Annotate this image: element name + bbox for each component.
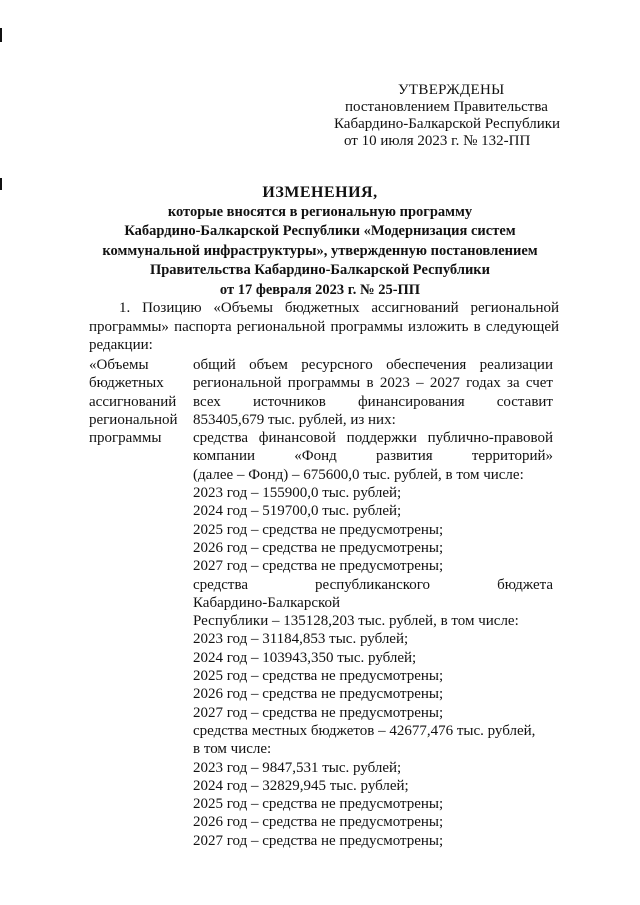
- position-label-line: региональной: [89, 411, 178, 428]
- funding-line: 2027 год – средства не предусмотрены;: [193, 704, 444, 721]
- scan-edge-mark-top: [0, 28, 2, 42]
- funding-line: средства республиканского бюджета: [193, 576, 553, 593]
- approval-line: от 10 июля 2023 г. № 132-ПП: [344, 133, 531, 149]
- paragraph-line: программы» паспорта региональной программы изложить в следующей: [89, 318, 559, 335]
- funding-line: 2025 год – средства не предусмотрены;: [193, 521, 444, 538]
- heading-line: коммунальной инфраструктуры», утвержденную постановлением: [102, 242, 538, 259]
- approval-line: постановлением Правительства: [345, 99, 548, 115]
- funding-line: 2026 год – средства не предусмотрены;: [193, 686, 444, 703]
- paragraph-line: редакции:: [89, 337, 153, 353]
- funding-line: 853405,679 тыс. рублей, из них:: [193, 411, 396, 428]
- heading-line: Кабардино-Балкарской Республики «Модернизация систем: [124, 223, 516, 239]
- document-heading: [60, 183, 580, 300]
- position-label-line: программы: [89, 430, 162, 447]
- funding-line: 2027 год – средства не предусмотрены;: [193, 832, 444, 849]
- funding-line: региональной программы в 2023 – 2027 годах за счет: [193, 375, 553, 392]
- funding-line: 2023 год – 9847,531 тыс. рублей;: [193, 759, 402, 776]
- funding-line: средства местных бюджетов – 42677,476 тыс. рублей,: [193, 722, 536, 739]
- funding-line: 2024 год – 32829,945 тыс. рублей;: [193, 777, 409, 794]
- approval-title: УТВЕРЖДЕНЫ: [398, 82, 505, 98]
- approval-line: Кабардино-Балкарской Республики: [334, 116, 561, 132]
- position-label-line: «Объемы: [89, 357, 149, 373]
- funding-line: Кабардино-Балкарской: [193, 594, 341, 611]
- funding-line: 2025 год – средства не предусмотрены;: [193, 668, 444, 685]
- position-label-line: бюджетных: [89, 375, 164, 392]
- funding-line: всех источников финансирования составит: [193, 393, 553, 410]
- scan-edge-mark-middle: [0, 178, 2, 190]
- position-label-column: [89, 356, 184, 447]
- funding-line: общий объем ресурсного обеспечения реализации: [193, 357, 553, 373]
- item-1-paragraph: [89, 299, 559, 355]
- funding-line: 2024 год – 519700,0 тыс. рублей;: [193, 503, 402, 520]
- heading-line: от 17 февраля 2023 г. № 25-ПП: [219, 281, 421, 298]
- approval-block: [300, 82, 600, 150]
- heading-line: Правительства Кабардино-Балкарской Республики: [149, 262, 491, 278]
- funding-line: 2026 год – средства не предусмотрены;: [193, 539, 444, 556]
- paragraph-line: 1. Позицию «Объемы бюджетных ассигнований региональной: [119, 300, 559, 316]
- funding-line: Республики – 135128,203 тыс. рублей, в том числе:: [193, 613, 519, 630]
- heading-line: которые вносятся в региональную программу: [167, 203, 473, 220]
- funding-line: компании «Фонд развития территорий»: [193, 448, 553, 465]
- funding-line: в том числе:: [193, 741, 272, 758]
- heading-title: ИЗМЕНЕНИЯ,: [262, 184, 378, 201]
- funding-line: средства финансовой поддержки публично-правовой: [193, 430, 553, 447]
- funding-line: 2024 год – 103943,350 тыс. рублей;: [193, 649, 417, 666]
- funding-line: 2027 год – средства не предусмотрены;: [193, 558, 444, 575]
- position-label-line: ассигнований: [89, 393, 177, 410]
- funding-line: 2023 год – 155900,0 тыс. рублей;: [193, 485, 402, 502]
- funding-text-column: [193, 356, 553, 850]
- funding-line: (далее – Фонд) – 675600,0 тыс. рублей, в том числе:: [193, 466, 524, 483]
- funding-line: 2025 год – средства не предусмотрены;: [193, 796, 444, 813]
- funding-line: 2023 год – 31184,853 тыс. рублей;: [193, 631, 409, 648]
- funding-line: 2026 год – средства не предусмотрены;: [193, 814, 444, 831]
